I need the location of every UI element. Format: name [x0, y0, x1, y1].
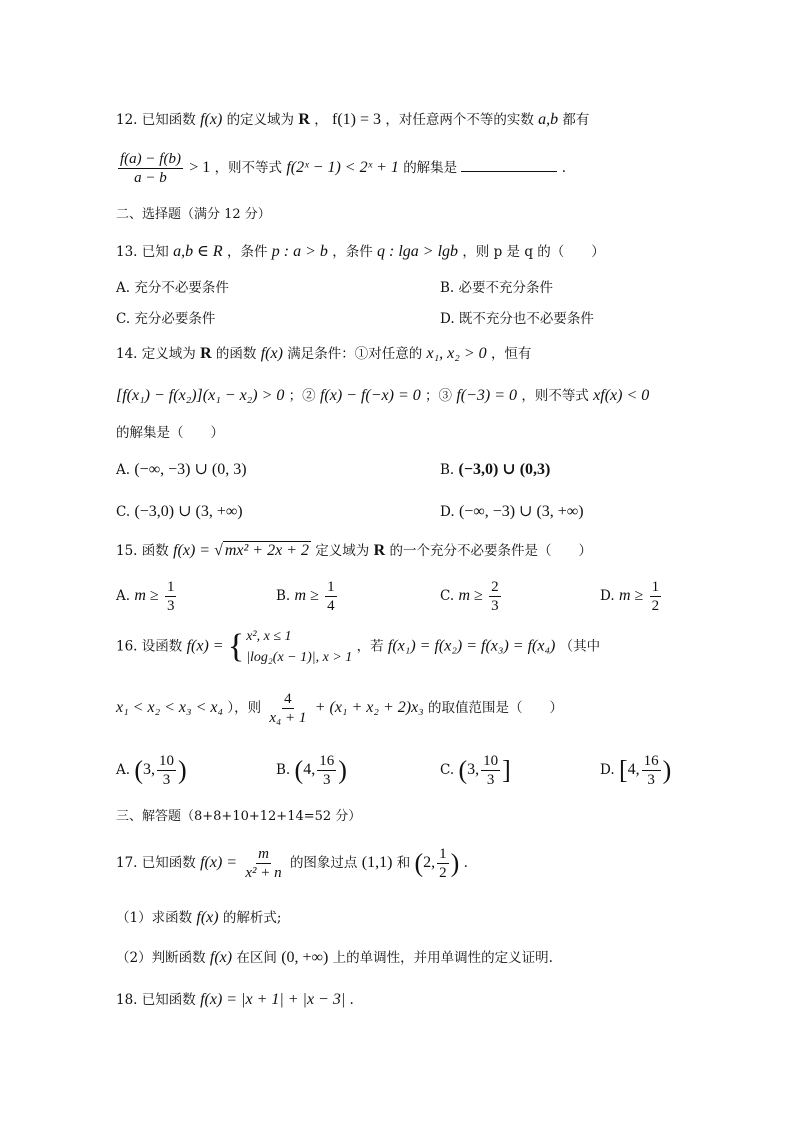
left-paren: (: [134, 755, 144, 785]
q15-option-c[interactable]: [440, 578, 503, 615]
q15-option-a-frac: [165, 578, 177, 615]
q16-fx: f(x) =: [186, 637, 224, 655]
q16-option-b-start: 4,: [303, 761, 316, 778]
q17-text: 和: [396, 855, 411, 871]
q15-option-b[interactable]: [276, 578, 339, 615]
q15-text: 15. 函数: [116, 543, 169, 559]
frac-den: 4: [327, 598, 335, 614]
q15-option-a-label: A.: [116, 588, 131, 604]
q18-stem: [116, 992, 354, 1008]
q17-text: .: [463, 855, 468, 871]
frac-num: 1: [327, 579, 335, 595]
q12-text: 的解集是: [403, 160, 458, 176]
q17-text: （2）判断函数: [116, 950, 206, 966]
q13-text: 13. 已知: [116, 244, 169, 260]
q16-line1: [116, 626, 600, 668]
frac-num: 10: [159, 753, 175, 769]
q17-text: 17. 已知函数: [116, 855, 196, 871]
q15-fx: f(x) =: [173, 542, 215, 559]
q16-option-c-frac: [481, 752, 500, 789]
q16-expression: + (x₁ + x₂ + 2)x₃: [314, 699, 424, 716]
left-paren: (: [458, 755, 468, 785]
q14-line1: [116, 346, 531, 362]
frac-den: x₄ + 1: [269, 710, 307, 726]
q17-text: 的解析式;: [222, 910, 282, 926]
left-paren: (: [294, 755, 304, 785]
q12-frac-den: a − b: [134, 170, 167, 186]
q14-option-a[interactable]: [116, 462, 247, 478]
q15-radicand: mx² + 2x + 2: [224, 542, 309, 559]
q12-text: .: [561, 160, 567, 176]
q12-inequality: f(2ˣ − 1) < 2ˣ + 1: [286, 159, 399, 176]
q16-line2: [116, 690, 563, 727]
frac-num: 1: [439, 846, 447, 862]
section-2-heading: 二、选择题（满分 12 分）: [116, 207, 271, 222]
q16-text: ，若: [356, 638, 384, 655]
q12-frac-num: f(a) − f(b): [120, 151, 181, 167]
q16-fraction: [267, 690, 308, 727]
q15-text: 的一个充分不必要条件是（ ）: [389, 543, 592, 559]
q16-option-a-label: A.: [116, 762, 131, 778]
q13-abR: a,b ∈ R: [173, 243, 223, 260]
frac-num: 16: [319, 753, 335, 769]
q12-line1: [116, 112, 589, 128]
q17-fx: f(x): [209, 949, 233, 966]
q14-text: ，则不等式: [521, 388, 589, 404]
q14-option-c[interactable]: [116, 504, 243, 520]
q17-point-1: (1,1): [361, 854, 393, 871]
right-paren: ): [450, 848, 460, 878]
frac-den: 3: [486, 772, 495, 788]
q16-option-a-frac: [157, 752, 176, 789]
q15-option-a-m: m ≥: [134, 587, 159, 604]
q17-fx: f(x): [196, 909, 219, 926]
q14-inequality: xf(x) < 0: [593, 387, 650, 404]
q14-option-c-label: C.: [116, 504, 131, 520]
q13-stem: [116, 244, 605, 260]
q14-x12: x₁, x₂ > 0: [426, 345, 487, 362]
q14-text: 的函数: [215, 346, 257, 362]
q15-option-b-label: B.: [276, 588, 291, 604]
q15-option-a[interactable]: [116, 578, 178, 615]
q17-fraction: [243, 845, 283, 882]
frac-num: 2: [491, 579, 499, 595]
q16-option-d[interactable]: [600, 752, 671, 789]
q13-text: ，则 p 是 q 的（ ）: [462, 244, 605, 260]
q12-text: ，则不等式: [214, 160, 283, 176]
q17-text: 在区间: [236, 950, 277, 966]
section-3-heading: 三、解答题（8+8+10+12+14=52 分）: [116, 809, 362, 824]
q12-text: 12. 已知函数: [116, 112, 196, 128]
q18-fx: f(x) = |x + 1| + |x − 3|: [200, 991, 346, 1008]
q12-line2: [116, 150, 566, 187]
q12-gt1: > 1: [189, 159, 211, 176]
q12-ab: a,b: [538, 111, 559, 128]
q16-equation: f(x₁) = f(x₂) = f(x₃) = f(x₄): [387, 637, 556, 655]
q16-option-d-frac: [642, 752, 661, 789]
q14-condition-3: f(−3) = 0: [456, 387, 518, 404]
frac-den: 3: [166, 598, 175, 614]
q16-option-a[interactable]: [116, 752, 187, 789]
q15-option-d-label: D.: [600, 588, 615, 604]
q17-point-2-frac: [437, 845, 449, 882]
q14-option-a-value: (−∞, −3) ∪ (0, 3): [134, 461, 247, 478]
q14-fx: f(x): [260, 345, 283, 362]
frac-num: 16: [643, 753, 659, 769]
q12-f1: f(1) = 3: [332, 111, 382, 128]
q17-subq-2: [116, 950, 553, 966]
q14-option-c-value: (−3,0) ∪ (3, +∞): [134, 503, 243, 520]
frac-den: 3: [647, 772, 655, 788]
q17-point-2-x: 2,: [423, 854, 436, 871]
frac-num: 4: [284, 691, 292, 707]
q14-line2: [116, 388, 649, 404]
q14-option-d[interactable]: [440, 504, 584, 520]
q14-condition-1: [f(x₁) − f(x₂)](x₁ − x₂) > 0: [116, 387, 285, 404]
right-paren: ): [338, 755, 347, 785]
q12-fraction: [118, 150, 183, 187]
q14-condition-2: f(x) − f(−x) = 0: [319, 387, 421, 404]
q15-option-c-frac: [489, 578, 501, 615]
q16-option-d-start: 4,: [627, 761, 640, 778]
q17-stem: [116, 845, 468, 882]
q17-subq-1: [116, 910, 281, 926]
frac-den: 3: [491, 598, 499, 614]
q12-fx: f(x): [200, 111, 223, 128]
q12-text: 都有: [562, 112, 590, 128]
q17-fx: f(x) =: [200, 854, 238, 871]
q15-option-d-m: m ≥: [618, 587, 644, 604]
q15-option-b-frac: [325, 578, 337, 615]
q16-option-c-label: C.: [440, 762, 455, 778]
q16-option-b-frac: [317, 752, 336, 789]
q16-order: x₁ < x₂ < x₃ < x₄: [116, 699, 224, 716]
q15-option-d-frac: [650, 578, 662, 615]
q16-case-1: x², x ≤ 1: [246, 629, 292, 644]
q12-text: ，对任意两个不等的实数: [385, 112, 534, 128]
sqrt-icon: √: [214, 542, 223, 559]
frac-num: 1: [166, 579, 175, 595]
q12-R: R: [298, 111, 310, 128]
q16-cases: [246, 626, 352, 668]
q12-text: ，: [314, 112, 328, 128]
q17-text: 的图象过点: [289, 855, 358, 871]
left-paren: (: [414, 848, 424, 878]
q15-stem: [116, 543, 592, 559]
q13-text: ，条件: [332, 244, 373, 260]
q13-text: ，条件: [226, 244, 268, 260]
q14-option-d-label: D.: [440, 504, 455, 520]
q16-option-b-label: B.: [276, 762, 291, 778]
q14-option-b[interactable]: [440, 462, 550, 478]
q16-text: ），则: [227, 700, 262, 716]
q17-text: （1）求函数: [116, 910, 193, 926]
q14-text: ；②: [288, 388, 316, 404]
q14-text: 14. 定义域为: [116, 346, 196, 362]
right-bracket: ]: [502, 755, 511, 785]
q15-option-d[interactable]: [600, 578, 663, 615]
q12-answer-blank[interactable]: [461, 159, 557, 172]
q14-text: ；③: [425, 388, 453, 404]
q16-text: 16. 设函数: [116, 638, 183, 655]
q13-option-d[interactable]: D. 既不充分也不必要条件: [440, 311, 594, 327]
q16-piecewise: [228, 626, 352, 668]
q15-R: R: [373, 542, 386, 559]
frac-num: 1: [651, 579, 660, 595]
q15-option-b-m: m ≥: [294, 587, 319, 604]
q18-text: .: [349, 992, 354, 1008]
q12-text: 的定义域为: [226, 112, 295, 128]
q14-option-b-value: (−3,0) ∪ (0,3): [458, 461, 551, 478]
q16-option-c[interactable]: [440, 752, 511, 789]
q14-option-b-label: B.: [440, 462, 455, 478]
q14-option-a-label: A.: [116, 462, 131, 478]
right-paren: ): [178, 755, 187, 785]
q16-option-a-start: 3,: [143, 761, 156, 778]
q16-text: （其中: [559, 638, 601, 655]
frac-den: 3: [322, 772, 331, 788]
q15-option-c-m: m ≥: [458, 587, 483, 604]
q13-option-c[interactable]: C. 充分必要条件: [116, 311, 216, 327]
q13-option-a[interactable]: A. 充分不必要条件: [116, 280, 229, 296]
brace-icon: {: [227, 628, 245, 665]
q13-condition-q: q : lga > lgb: [377, 243, 459, 260]
right-paren: ): [662, 755, 672, 785]
q17-interval: (0, +∞): [281, 949, 329, 966]
frac-num: 10: [483, 753, 499, 769]
frac-num: m: [258, 846, 269, 862]
frac-den: x² + n: [245, 865, 282, 881]
q16-option-b[interactable]: [276, 752, 347, 789]
left-bracket: [: [618, 755, 628, 785]
q14-line3: 的解集是（ ）: [116, 425, 224, 441]
q16-option-c-start: 3,: [467, 761, 480, 778]
q13-option-b[interactable]: B. 必要不充分条件: [440, 280, 554, 296]
q14-text: ，恒有: [490, 346, 532, 362]
q13-condition-p: p : a > b: [271, 243, 328, 260]
q14-text: 满足条件：①对任意的: [287, 346, 423, 362]
frac-den: 2: [439, 865, 447, 881]
q15-option-c-label: C.: [440, 588, 455, 604]
frac-den: 3: [162, 772, 171, 788]
q14-option-d-value: (−∞, −3) ∪ (3, +∞): [458, 503, 584, 520]
q16-option-d-label: D.: [600, 762, 615, 778]
q18-text: 18. 已知函数: [116, 992, 196, 1008]
q16-text: 的取值范围是（ ）: [428, 700, 564, 716]
q17-text: 上的单调性，并用单调性的定义证明.: [332, 950, 553, 966]
q14-R: R: [200, 345, 212, 362]
q15-text: 定义域为: [315, 543, 370, 559]
frac-den: 2: [651, 598, 660, 614]
q16-case-2: |log₂(x − 1)|, x > 1: [246, 650, 353, 665]
